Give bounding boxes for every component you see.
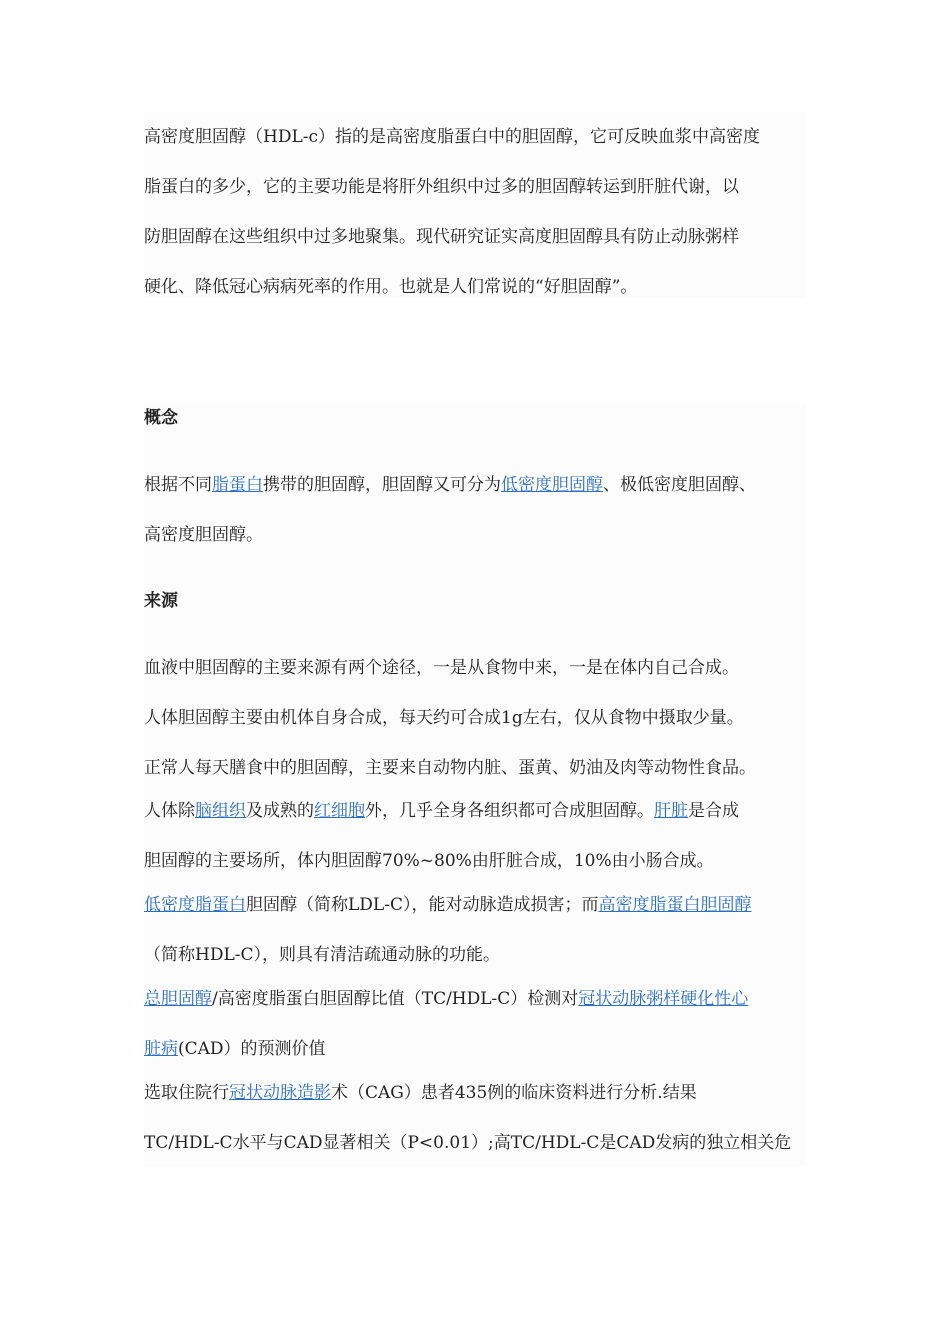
source-text: (CAD）的预测价值: [178, 1039, 326, 1059]
source-line-10: [144, 1081, 697, 1105]
link-brain-tissue[interactable]: 脑组织: [195, 801, 246, 821]
intro-line-1: 高密度胆固醇（HDL-c）指的是高密度脂蛋白中的胆固醇，它可反映血浆中高密度: [144, 127, 761, 147]
concept-heading: 概念: [144, 408, 178, 428]
link-coronary-angiography[interactable]: 冠状动脉造影: [229, 1083, 331, 1103]
concept-text: 根据不同: [144, 475, 212, 495]
source-text: 术（CAG）患者435例的临床资料进行分析.结果: [331, 1083, 697, 1103]
source-text: 人体除: [144, 801, 195, 821]
source-text: 选取住院行: [144, 1083, 229, 1103]
intro-line-3: 防胆固醇在这些组织中过多地聚集。现代研究证实高度胆固醇具有防止动脉粥样: [144, 227, 739, 247]
source-text: 胆固醇（简称LDL-C），能对动脉造成损害；而: [246, 895, 599, 915]
source-line-9: [144, 1037, 326, 1061]
source-line-5: 胆固醇的主要场所，体内胆固醇70%~80%由肝脏合成，10%由小肠合成。: [144, 851, 714, 871]
source-text: 是合成: [688, 801, 739, 821]
source-line-3: 正常人每天膳食中的胆固醇，主要来自动物内脏、蛋黄、奶油及肉等动物性食品。: [144, 758, 756, 778]
link-coronary-heart-disease-cont[interactable]: 脏病: [144, 1039, 178, 1059]
intro-line-2: 脂蛋白的多少，它的主要功能是将肝外组织中过多的胆固醇转运到肝脏代谢，以: [144, 177, 739, 197]
source-line-7: （简称HDL-C），则具有清洁疏通动脉的功能。: [144, 945, 500, 965]
source-line-2: 人体胆固醇主要由机体自身合成，每天约可合成1g左右，仅从食物中摄取少量。: [144, 708, 744, 728]
link-lipoprotein[interactable]: 脂蛋白: [212, 475, 263, 495]
concept-text: 携带的胆固醇，胆固醇又可分为: [263, 475, 501, 495]
source-line-8: [144, 987, 748, 1011]
link-total-cholesterol[interactable]: 总胆固醇: [144, 989, 212, 1009]
link-low-density-lipoprotein[interactable]: 低密度脂蛋白: [144, 895, 246, 915]
source-heading: 来源: [144, 591, 178, 611]
source-line-1: 血液中胆固醇的主要来源有两个途径，一是从食物中来，一是在体内自己合成。: [144, 658, 739, 678]
link-hdl-cholesterol[interactable]: 高密度脂蛋白胆固醇: [598, 895, 752, 915]
source-line-4: [144, 799, 739, 823]
link-red-blood-cell[interactable]: 红细胞: [314, 801, 365, 821]
concept-line-2: 高密度胆固醇。: [144, 525, 263, 545]
source-text: 及成熟的: [246, 801, 314, 821]
source-text: /高密度脂蛋白胆固醇比值（TC/HDL-C）检测对: [212, 989, 579, 1009]
source-line-6: [144, 893, 751, 917]
source-line-11: TC/HDL-C水平与CAD显著相关（P<0.01）;高TC/HDL-C是CAD发病的独立相关危: [144, 1133, 792, 1153]
concept-text: 、极低密度胆固醇、: [603, 475, 756, 495]
link-low-density-cholesterol[interactable]: 低密度胆固醇: [501, 475, 603, 495]
intro-line-4: 硬化、降低冠心病病死率的作用。也就是人们常说的“好胆固醇”。: [144, 277, 638, 297]
concept-line-1: [144, 473, 756, 497]
source-text: 外，几乎全身各组织都可合成胆固醇。: [365, 801, 654, 821]
link-liver[interactable]: 肝脏: [654, 801, 688, 821]
link-coronary-heart-disease[interactable]: 冠状动脉粥样硬化性心: [578, 989, 749, 1009]
